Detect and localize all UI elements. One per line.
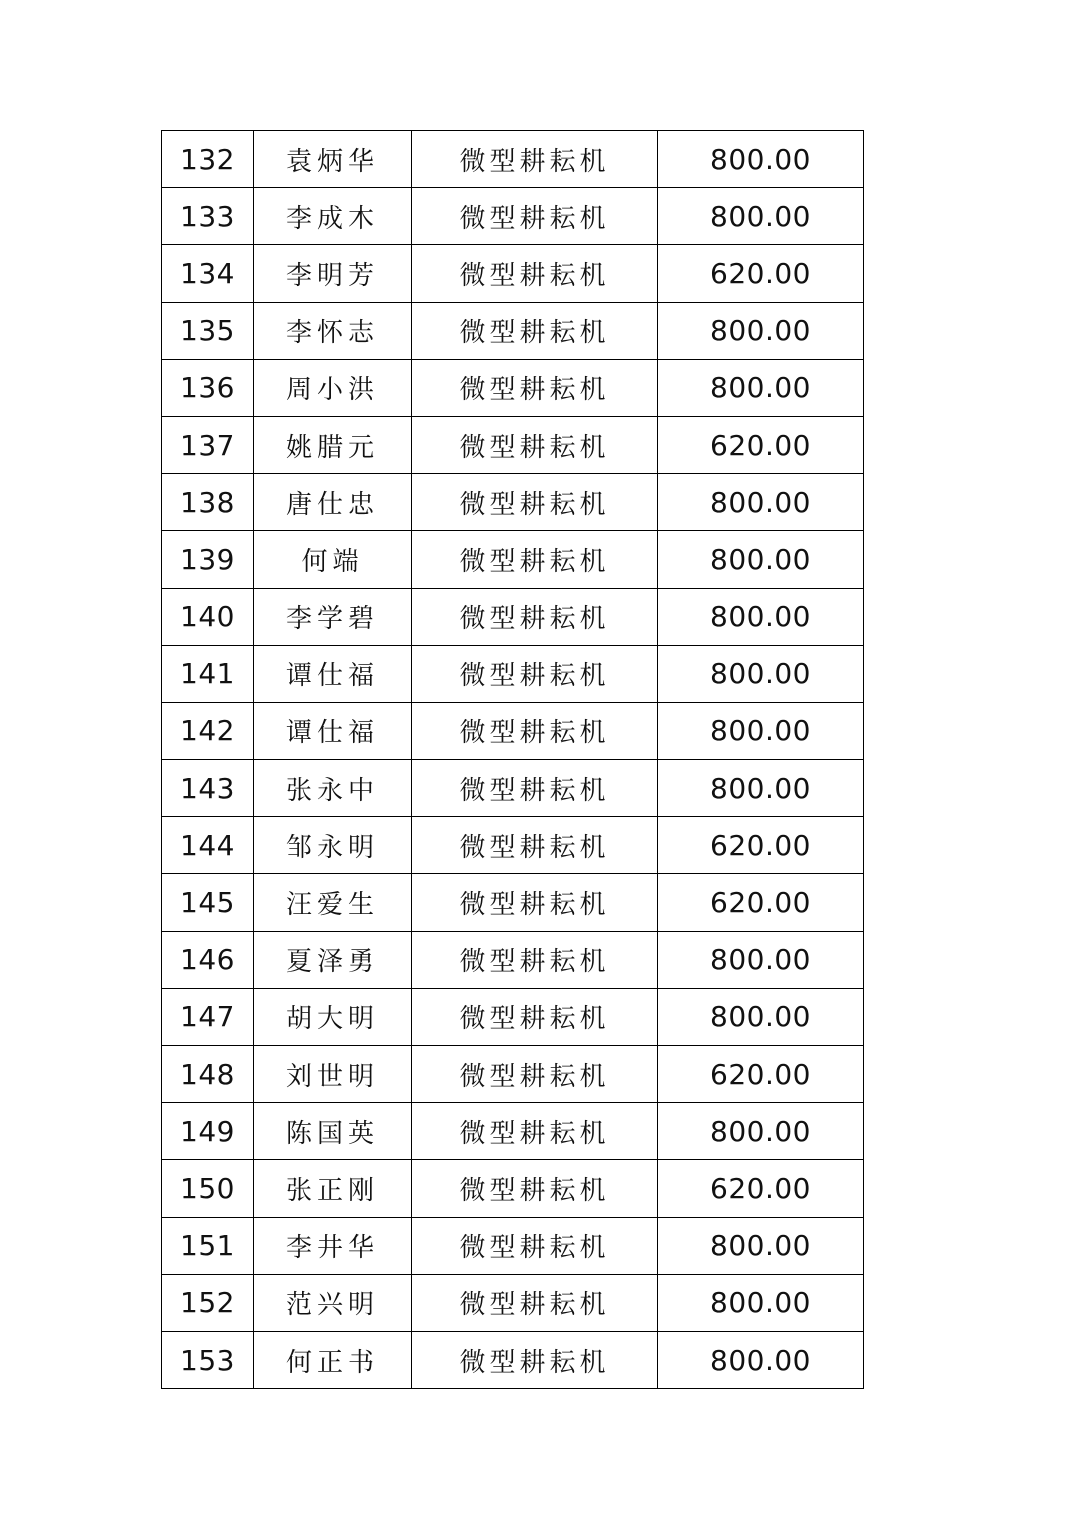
row-number-cell: 143 bbox=[162, 760, 254, 817]
table-row bbox=[162, 531, 864, 588]
table-row bbox=[162, 1103, 864, 1160]
row-number-cell: 152 bbox=[162, 1274, 254, 1331]
amount-cell: 800.00 bbox=[658, 302, 864, 359]
amount-cell: 620.00 bbox=[658, 874, 864, 931]
table-row bbox=[162, 931, 864, 988]
machine-type-cell: 微型耕耘机 bbox=[412, 1217, 658, 1274]
name-cell: 夏泽勇 bbox=[254, 931, 412, 988]
row-number-cell: 142 bbox=[162, 702, 254, 759]
table-row bbox=[162, 131, 864, 188]
machine-type-cell: 微型耕耘机 bbox=[412, 1331, 658, 1388]
table-row bbox=[162, 588, 864, 645]
row-number-cell: 137 bbox=[162, 416, 254, 473]
table-row bbox=[162, 874, 864, 931]
subsidy-table bbox=[161, 130, 864, 1389]
name-cell: 张永中 bbox=[254, 760, 412, 817]
name-cell: 谭仕福 bbox=[254, 702, 412, 759]
machine-type-cell: 微型耕耘机 bbox=[412, 702, 658, 759]
machine-type-cell: 微型耕耘机 bbox=[412, 1103, 658, 1160]
row-number-cell: 148 bbox=[162, 1046, 254, 1103]
machine-type-cell: 微型耕耘机 bbox=[412, 1046, 658, 1103]
machine-type-cell: 微型耕耘机 bbox=[412, 359, 658, 416]
amount-cell: 620.00 bbox=[658, 1160, 864, 1217]
machine-type-cell: 微型耕耘机 bbox=[412, 1160, 658, 1217]
amount-cell: 620.00 bbox=[658, 416, 864, 473]
machine-type-cell: 微型耕耘机 bbox=[412, 1274, 658, 1331]
table-row bbox=[162, 1160, 864, 1217]
table-row bbox=[162, 474, 864, 531]
name-cell: 李学碧 bbox=[254, 588, 412, 645]
name-cell: 周小洪 bbox=[254, 359, 412, 416]
machine-type-cell: 微型耕耘机 bbox=[412, 131, 658, 188]
amount-cell: 800.00 bbox=[658, 588, 864, 645]
name-cell: 陈国英 bbox=[254, 1103, 412, 1160]
name-cell: 胡大明 bbox=[254, 988, 412, 1045]
row-number-cell: 134 bbox=[162, 245, 254, 302]
amount-cell: 800.00 bbox=[658, 760, 864, 817]
amount-cell: 800.00 bbox=[658, 188, 864, 245]
amount-cell: 800.00 bbox=[658, 1217, 864, 1274]
row-number-cell: 141 bbox=[162, 645, 254, 702]
machine-type-cell: 微型耕耘机 bbox=[412, 531, 658, 588]
row-number-cell: 132 bbox=[162, 131, 254, 188]
name-cell: 范兴明 bbox=[254, 1274, 412, 1331]
table-row bbox=[162, 1331, 864, 1388]
amount-cell: 800.00 bbox=[658, 131, 864, 188]
row-number-cell: 145 bbox=[162, 874, 254, 931]
amount-cell: 800.00 bbox=[658, 931, 864, 988]
row-number-cell: 140 bbox=[162, 588, 254, 645]
amount-cell: 800.00 bbox=[658, 474, 864, 531]
machine-type-cell: 微型耕耘机 bbox=[412, 188, 658, 245]
table-row bbox=[162, 988, 864, 1045]
name-cell: 李成木 bbox=[254, 188, 412, 245]
row-number-cell: 144 bbox=[162, 817, 254, 874]
table-row bbox=[162, 1274, 864, 1331]
name-cell: 谭仕福 bbox=[254, 645, 412, 702]
row-number-cell: 133 bbox=[162, 188, 254, 245]
machine-type-cell: 微型耕耘机 bbox=[412, 245, 658, 302]
name-cell: 李井华 bbox=[254, 1217, 412, 1274]
table-row bbox=[162, 188, 864, 245]
machine-type-cell: 微型耕耘机 bbox=[412, 588, 658, 645]
name-cell: 袁炳华 bbox=[254, 131, 412, 188]
name-cell: 唐仕忠 bbox=[254, 474, 412, 531]
amount-cell: 620.00 bbox=[658, 1046, 864, 1103]
table-row bbox=[162, 702, 864, 759]
table-row bbox=[162, 302, 864, 359]
name-cell: 何正书 bbox=[254, 1331, 412, 1388]
machine-type-cell: 微型耕耘机 bbox=[412, 474, 658, 531]
row-number-cell: 138 bbox=[162, 474, 254, 531]
table-row bbox=[162, 1217, 864, 1274]
row-number-cell: 149 bbox=[162, 1103, 254, 1160]
table-row bbox=[162, 359, 864, 416]
amount-cell: 800.00 bbox=[658, 1103, 864, 1160]
amount-cell: 800.00 bbox=[658, 988, 864, 1045]
table-row bbox=[162, 817, 864, 874]
table-row bbox=[162, 416, 864, 473]
name-cell: 姚腊元 bbox=[254, 416, 412, 473]
amount-cell: 620.00 bbox=[658, 245, 864, 302]
row-number-cell: 147 bbox=[162, 988, 254, 1045]
row-number-cell: 151 bbox=[162, 1217, 254, 1274]
table-row bbox=[162, 760, 864, 817]
row-number-cell: 146 bbox=[162, 931, 254, 988]
amount-cell: 800.00 bbox=[658, 359, 864, 416]
amount-cell: 800.00 bbox=[658, 1331, 864, 1388]
machine-type-cell: 微型耕耘机 bbox=[412, 645, 658, 702]
name-cell: 邹永明 bbox=[254, 817, 412, 874]
table-row bbox=[162, 645, 864, 702]
table-body bbox=[162, 131, 864, 1389]
machine-type-cell: 微型耕耘机 bbox=[412, 817, 658, 874]
machine-type-cell: 微型耕耘机 bbox=[412, 988, 658, 1045]
name-cell: 李明芳 bbox=[254, 245, 412, 302]
machine-type-cell: 微型耕耘机 bbox=[412, 931, 658, 988]
name-cell: 何端 bbox=[254, 531, 412, 588]
row-number-cell: 135 bbox=[162, 302, 254, 359]
name-cell: 汪爱生 bbox=[254, 874, 412, 931]
name-cell: 李怀志 bbox=[254, 302, 412, 359]
row-number-cell: 139 bbox=[162, 531, 254, 588]
name-cell: 刘世明 bbox=[254, 1046, 412, 1103]
amount-cell: 800.00 bbox=[658, 645, 864, 702]
machine-type-cell: 微型耕耘机 bbox=[412, 760, 658, 817]
machine-type-cell: 微型耕耘机 bbox=[412, 302, 658, 359]
table-row bbox=[162, 245, 864, 302]
table-row bbox=[162, 1046, 864, 1103]
row-number-cell: 136 bbox=[162, 359, 254, 416]
amount-cell: 620.00 bbox=[658, 817, 864, 874]
row-number-cell: 153 bbox=[162, 1331, 254, 1388]
machine-type-cell: 微型耕耘机 bbox=[412, 416, 658, 473]
row-number-cell: 150 bbox=[162, 1160, 254, 1217]
amount-cell: 800.00 bbox=[658, 531, 864, 588]
name-cell: 张正刚 bbox=[254, 1160, 412, 1217]
amount-cell: 800.00 bbox=[658, 1274, 864, 1331]
machine-type-cell: 微型耕耘机 bbox=[412, 874, 658, 931]
amount-cell: 800.00 bbox=[658, 702, 864, 759]
